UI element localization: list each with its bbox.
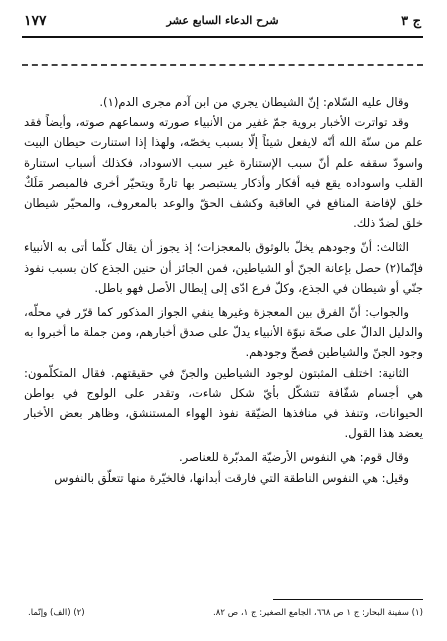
paragraph: الثالث: أنّ وجودهم يخلّ بالوثوق بالمعجزات؛ إذ يجوز أن يقال كلّما أتى به الأنبياء فإنّما(٢) حصل بإعانة الجنّ أو الشياطين، فمن الجائز أن حنين الجذع كان بسبب نفوذ جنّي أو شيطان في الجذع، وكلّ فرع ادّى إلى إبطال الأصل فهو باطل. — [24, 240, 423, 295]
page-number: ١٧٧ — [24, 13, 47, 29]
paragraph: وقيل: هي النفوس الناطقة التي فارقت أبدانها، فالخيّرة منها تتعلّق بالنفوس — [54, 470, 409, 485]
running-header — [24, 10, 421, 36]
chapter-title: شرح الدعاء السابع عشر — [166, 14, 279, 27]
paragraph: وقد تواترت الأخبار بروية جمّ غفير من الأنبياء صورته وسماعهم صوته، وأيضاً فقد علم من سنّة الله أنّه لايفعل شيئاً إلّا بسبب يخصّه، ولهذا إذا استنارت حيطان البيت واسودّ سقفه علم أنّ سبب الإستنارة غير سبب الاسوداد، فكذلك أسباب استنارة القلب واسوداده يقع فيه أفكار وأذكار يستبصر بها تارةً ويتحيّر أخرى فالمبصر مَلَكٌ خلق لإفاضة المنافع في العاقبة وكشف الحقّ والوعد بالمعروف، والمحيّر شيطان خلق لضدّ ذلك. — [24, 115, 423, 231]
footnote-rule — [273, 599, 423, 600]
header-rule — [22, 36, 423, 38]
paragraph: والجواب: أنّ الفرق بين المعجزة وغيرها ينفي الجواز المذكور كما قرّر في محلّه، والدليل الدالّ على صحّة نبوّة الأنبياء يدلّ على صدق أخبارهم، ومن جملة ما أخبروا به وجود الجنّ والشياطين فصحّ وجودهم. — [24, 305, 423, 360]
dotted-separator — [22, 64, 423, 66]
paragraph: الثانية: اختلف المثبتون لوجود الشياطين والجنّ في حقيقتهم. فقال المتكلّمون: هي أجسام شفّافة تتشكّل بأيّ شكل شاءت، وتقدر على الولوج في بواطن الحيوانات، وتنفذ في منافذها الضيّقة نفوذ الهواء المستنشق، وظاهر بعض الأخبار يعضد هذا القول. — [24, 365, 423, 441]
volume-label: ج ٣ — [401, 14, 421, 29]
main-text — [24, 92, 423, 488]
footnote-1: (١) سفينة البحار: ج ١ ص ٦٦٨، الجامع الصغير: ج ١، ص ٨٢. — [213, 608, 423, 618]
paragraph: وقال قوم: هي النفوس الأرضيّة المدبّرة للعناصر. — [178, 450, 409, 465]
paragraph: وقال عليه السّلام: إنّ الشيطان يجري من ابن آدم مجرى الدم(١). — [99, 95, 409, 109]
footnote-2: (٢) (الف) وإنّما. — [28, 608, 85, 618]
